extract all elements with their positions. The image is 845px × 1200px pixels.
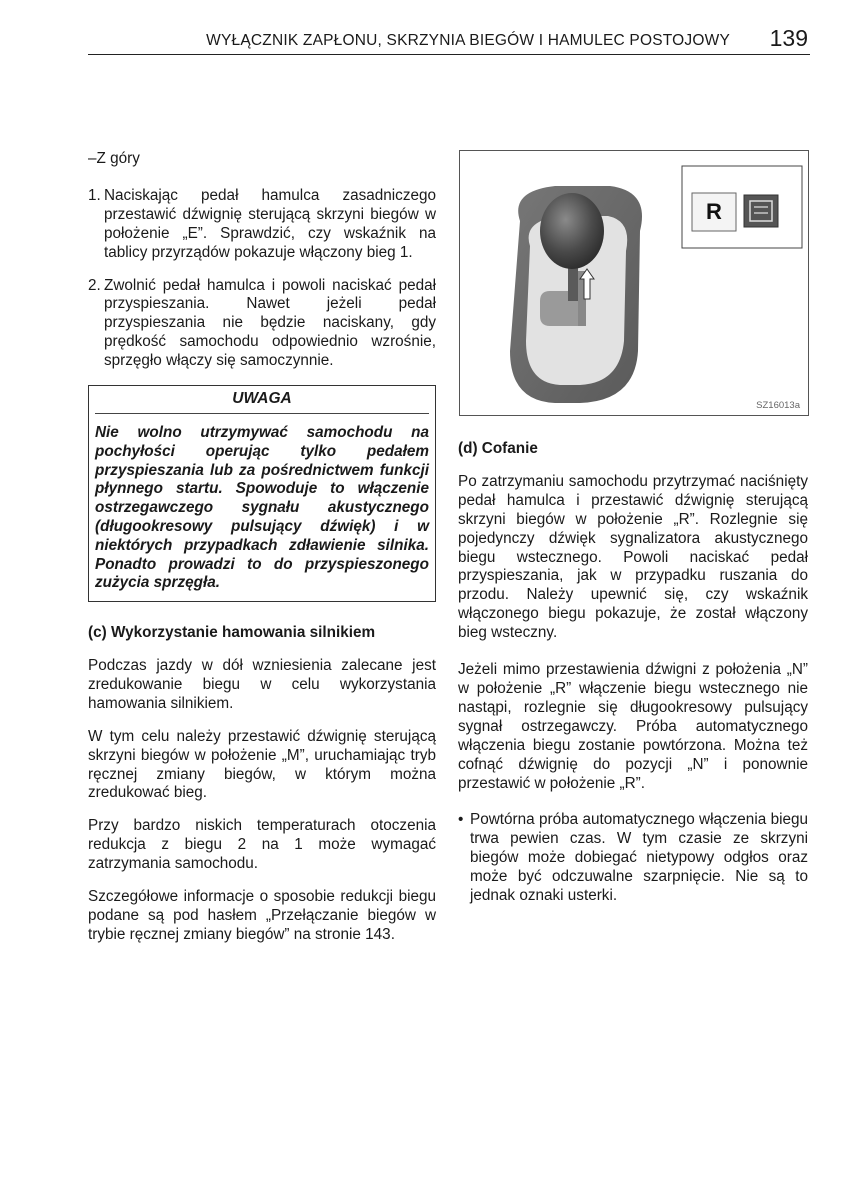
figure-code: SZ16013a — [756, 400, 800, 411]
section-c-paragraph: Szczegółowe informacje o sposobie redukcji biegu podane są pod hasłem „Przełączanie biegów w trybie ręcznej zmiany biegów” na stronie 143. — [88, 888, 436, 943]
step-2 — [88, 277, 436, 372]
section-c-heading: (c) Wykorzystanie hamowania silnikiem — [88, 624, 376, 642]
bullet-dot: • — [458, 811, 464, 829]
section-c-paragraph: Podczas jazdy w dół wzniesienia zalecane jest zredukowanie biegu w celu wykorzystania hamowania silnikiem. — [88, 657, 436, 712]
step-number: 2. — [88, 276, 101, 294]
bullet-text: Powtórna próba automatycznego włączenia biegu trwa pewien czas. W tym czasie ze skrzyni biegów może dobiegać nietypowy odgłos oraz może być odczuwalne szarpnięcie. Nie są to jednak oznaki usterki. — [470, 811, 808, 905]
right-column — [458, 440, 808, 920]
bullet-item — [458, 811, 808, 906]
section-d-paragraph: Po zatrzymaniu samochodu przytrzymać naciśnięty pedał hamulca i przestawić dźwignię sterującą skrzyni biegów w położenie „R”. Rozlegnie się pojedynczy dźwięk sygnalizatora akustycznego biegu wstecznego. Powoli naciskać pedał przyspieszania, jak w przypadku ruszania do przodu. Należy upewnić się, czy wskaźnik włączonego biegu pokazuje, że został włączony bieg wsteczny. — [458, 472, 808, 642]
left-column — [88, 150, 436, 959]
warning-title: UWAGA — [95, 386, 429, 414]
step-number: 1. — [88, 186, 101, 204]
chapter-title: WYŁĄCZNIK ZAPŁONU, SKRZYNIA BIEGÓW I HAMULEC POSTOJOWY — [206, 32, 730, 49]
step-1 — [88, 187, 436, 263]
section-d-paragraph: Jeżeli mimo przestawienia dźwigni z położenia „N” w położenie „R” włączenie biegu wstecznego nie nastąpi, rozlegnie się długookresowy pulsujący sygnał ostrzegawczy. Próba automatycznego włączenia biegu zostanie powtórzona. Można też cofnąć dźwignię do pozycji „N” i ponownie przestawić w położenie „R”. — [458, 661, 808, 792]
lever-knob — [540, 193, 604, 269]
step-text: Zwolnić pedał hamulca i powoli naciskać pedał przyspieszania. Nawet jeżeli pedał przyspieszania nie będzie naciskany, gdy prędkość samochodu odpowiednio wzrośnie, sprzęgło włączy się samoczynnie. — [104, 276, 436, 370]
section-c-paragraph: W tym celu należy przestawić dźwignię sterującą skrzyni biegów w położenie „M”, uruchamiając tryb ręcznej zmiany biegów, w którym można zredukować bieg. — [88, 727, 436, 802]
section-c-paragraph: Przy bardzo niskich temperaturach otoczenia redukcja z biegu 2 na 1 może wymagać zatrzymania samochodu. — [88, 817, 436, 873]
gear-lever-illustration — [460, 151, 808, 415]
warning-box — [88, 385, 436, 602]
warning-body: Nie wolno utrzymywać samochodu na pochyłości operując tylko pedałem przyspieszania lub za pośrednictwem funkcji płynnego startu. Spowoduje to włączenie ostrzegawczego sygnału akustycznego (długookresowy pulsujący dźwięk) i w niektórych przypadkach zdławienie silnika. Ponadto prowadzi to do przyspieszonego zużycia sprzęgła. — [95, 423, 429, 592]
indicator-symbol — [744, 195, 778, 227]
gear-lever-figure — [459, 150, 809, 416]
intro-line: –Z góry — [88, 150, 140, 167]
indicator-letter: R — [706, 199, 722, 224]
page-header — [88, 26, 810, 55]
step-text: Naciskając pedał hamulca zasadniczego przestawić dźwignię sterującą skrzyni biegów w położenie „E”. Sprawdzić, czy wskaźnik na tablicy przyrządów pokazuje włączony bieg 1. — [104, 186, 436, 261]
section-d-heading: (d) Cofanie — [458, 440, 538, 457]
page-number: 139 — [769, 25, 808, 51]
